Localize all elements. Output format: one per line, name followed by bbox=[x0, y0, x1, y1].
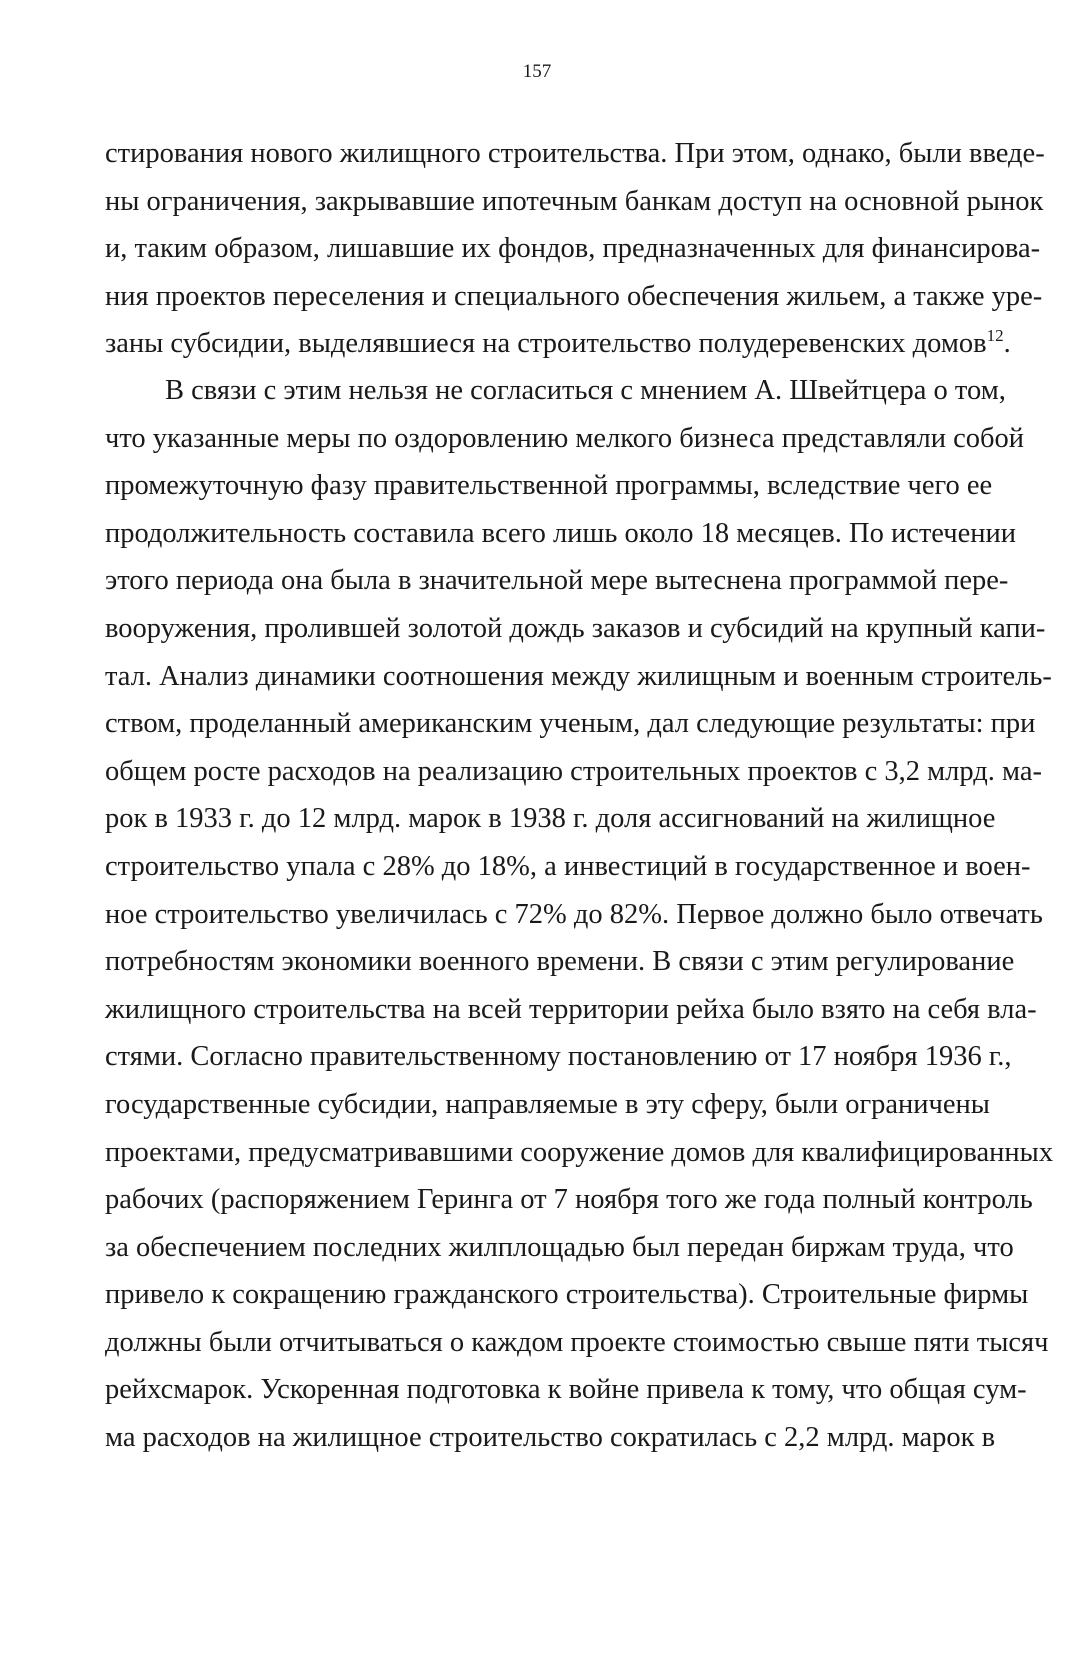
text-line: жилищного строительства на всей территории рейха было взято на себя вла- bbox=[105, 993, 1037, 1025]
text-line: и, таким образом, лишавшие их фондов, предназначенных для финансирова- bbox=[105, 233, 1041, 265]
text-line: должны были отчитываться о каждом проекте стоимостью свыше пяти тысяч bbox=[105, 1326, 1049, 1358]
text-line: этого периода она была в значительной мере вытеснена программой пере- bbox=[105, 565, 1009, 597]
text-line: рабочих (распоряжением Геринга от 7 ноября того же года полный контроль bbox=[105, 1184, 1033, 1216]
text-line: ма расходов на жилищное строительство сократилась с 2,2 млрд. марок в bbox=[105, 1422, 996, 1454]
text-line: ны ограничения, закрывавшие ипотечным банкам доступ на основной рынок bbox=[105, 185, 1044, 217]
text-line: стирования нового жилищного строительства. При этом, однако, были введе- bbox=[105, 138, 1045, 169]
text-line: вооружения, пролившей золотой дождь заказов и субсидий на крупный капи- bbox=[105, 612, 1046, 644]
text-line: ния проектов переселения и специального обеспечения жильем, а также уре- bbox=[105, 280, 1043, 312]
footnote-reference[interactable]: 12 bbox=[986, 326, 1004, 346]
text-line: проектами, предусматривавшими сооружение домов для квалифицированных bbox=[105, 1136, 1054, 1168]
text-fragment: заны субсидии, выделявшиеся на строительство полудеревенских домов bbox=[105, 328, 987, 360]
text-line: тал. Анализ динамики соотношения между жилищным и военным строитель- bbox=[105, 660, 1052, 692]
text-line: привело к сокращению гражданского строительства). Строительные фирмы bbox=[105, 1279, 1029, 1311]
paragraph-2 bbox=[105, 367, 1054, 1462]
text-line: общем росте расходов на реализацию строительных проектов с 3,2 млрд. ма- bbox=[105, 755, 1042, 787]
text-line: продолжительность составила всего лишь около 18 месяцев. По истечении bbox=[105, 517, 1016, 549]
text-line: рейхсмарок. Ускоренная подготовка к войне привела к тому, что общая сум- bbox=[105, 1374, 1027, 1406]
text-line: ное строительство увеличилась с 72% до 82%. Первое должно было отвечать bbox=[105, 898, 1043, 930]
text-line: строительство упала с 28% до 18%, а инвестиций в государственное и воен- bbox=[105, 850, 1031, 882]
text-line: за обеспечением последних жилплощадью был передан биржам труда, что bbox=[105, 1231, 1014, 1263]
paragraph-1 bbox=[105, 130, 1045, 368]
text-line: что указанные меры по оздоровлению мелкого бизнеса представляли собой bbox=[105, 422, 1024, 454]
text-line: государственные субсидии, направляемые в эту сферу, были ограничены bbox=[105, 1088, 990, 1120]
page-number: 157 bbox=[522, 61, 552, 82]
text-line-indented: В связи с этим нельзя не согласиться с мнением А. Швейтцера о том, bbox=[165, 375, 1006, 406]
text-line: потребностям экономики военного времени. В связи с этим регулирование bbox=[105, 946, 1015, 978]
text-fragment-end: . bbox=[1003, 328, 1011, 360]
text-line: промежуточную фазу правительственной программы, вследствие чего ее bbox=[105, 470, 993, 502]
text-line: рок в 1933 г. до 12 млрд. марок в 1938 г. доля ассигнований на жилищное bbox=[105, 803, 996, 835]
text-line: стями. Согласно правительственному постановлению от 17 ноября 1936 г., bbox=[105, 1041, 1012, 1073]
text-line-last bbox=[105, 320, 1011, 368]
text-line: ством, проделанный американским ученым, дал следующие результаты: при bbox=[105, 708, 1036, 740]
